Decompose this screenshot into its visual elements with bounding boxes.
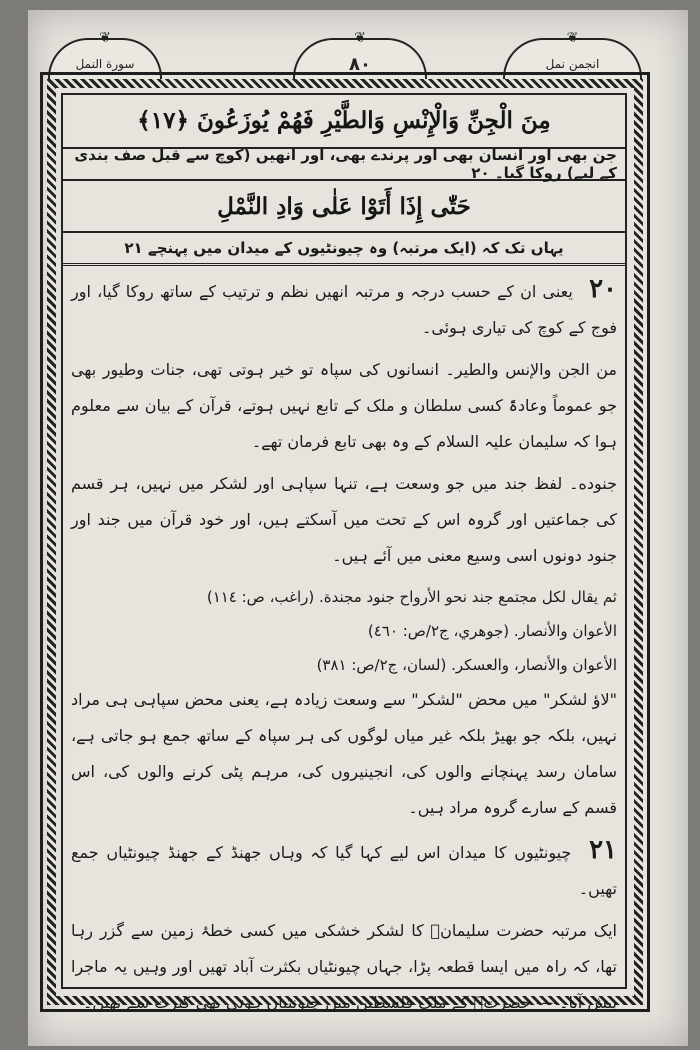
paragraph-jinn-ins: من الجن والإنس والطير۔ انسانوں کی سپاہ تو خیر ہوتی تھی، جنات وطیور بھی جو عموماً وعادۃً کسی سلطان و ملک کے تابع نہیں ہوتے، قرآن کے بیان سے معلوم ہوا کہ سلیمان علیہ السلام کے وہ بھی تابع فرمان تھے۔: [71, 360, 617, 451]
content-box: [61, 93, 627, 1012]
verse-2-translation-band: [63, 231, 625, 266]
note-21: [71, 832, 617, 907]
verse-2-arabic: حَتّٰى إِذَا أَتَوْا عَلٰى وَادِ النَّمْلِ: [217, 192, 471, 220]
note-20-number: ٢٠: [589, 274, 617, 304]
note-20-text: یعنی ان کے حسب درجہ و مرتبہ انھیں نظم و ترتیب کے ساتھ روکا گیا، اور فوج کے کوچ کی تیاری ہوئی۔: [71, 282, 617, 337]
verse-1-arabic-band: [63, 95, 625, 145]
paragraph-junood: جنوده۔ لفظ جند میں جو وسعت ہے، تنہا سپاہی اور لشکر میں نہیں، ہر قسم کی جماعتیں اور گروہ اس کے تحت میں آسکتے ہیں، اور خود قرآن میں جند اور جنود دونوں اسی وسیع معنی میں آئے ہیں۔: [71, 474, 617, 565]
book-page: [28, 10, 688, 1046]
ornament-icon: ❦: [354, 30, 366, 46]
arabic-citation-jauhari: الأعوان والأنصار. (جوهري، ج٢/ص: ٤٦٠): [367, 622, 617, 640]
note-20: [71, 271, 617, 346]
verse-1-arabic: مِنَ الْجِنِّ وَالْإِنْسِ وَالطَّيْرِ فَهُمْ يُوزَعُونَ ﴿١٧﴾: [137, 106, 551, 134]
page-number: ۸۰: [349, 53, 371, 75]
decorative-frame: [40, 72, 650, 1012]
verse-1-translation: جن بھی اور انسان بھی اور پرندے بھی، اور انھیں (کوچ سے قبل صف بندی کے لیے) روکا گیا۔ ۲۰: [74, 146, 617, 182]
paragraph-sulaiman: ایک مرتبہ حضرت سلیمانؑ کا لشکر خشکی میں کسی خطۂ زمین سے گزر رہا تھا، کہ راہ میں ایسا قطعہ پڑا، جہاں چیونٹیاں بکثرت آباد تھیں اور وہیں یہ ماجرا پیش آیا۔---- حضرتؑ کے ملک فلسطین میں چیونٹیاں ہوتی بھی کثرت سے تھیں۔: [71, 921, 617, 1012]
verse-2-translation: یہاں تک کہ (ایک مرتبہ) وہ چیونٹیوں کے میدان میں پہنچے ۲۱: [124, 239, 564, 257]
ornament-icon: ❦: [99, 30, 111, 46]
commentary: [71, 271, 617, 1027]
paragraph-lao-lashkar: "لاؤ لشکر" میں محض "لشکر" سے وسعت زیادہ ہے، یعنی محض سپاہی ہی مراد نہیں، بلکہ جو بھیڑ بلکہ غیر میاں لوگوں کی ہر سپاہ کے ساتھ جمع ہو جاتی ہے، سامان رسد پہنچانے والوں کی، انجینیروں کی، مرہم پٹی کرنے والوں کی، اس قسم کے سارے گروہ مراد ہیں۔: [71, 690, 617, 817]
arabic-citation-lisan: الأعوان والأنصار، والعسكر. (لسان، ج٢/ص: ٣٨١): [316, 656, 617, 674]
note-21-number: ٢١: [589, 835, 617, 865]
chapter-title: انجمن نمل: [545, 57, 600, 71]
verse-1-translation-band: [63, 147, 625, 181]
note-21-text: چیونٹیوں کا میدان اس لیے کہا گیا کہ وہاں جھنڈ کے جھنڈ چیونٹیاں جمع تھیں۔: [71, 843, 617, 898]
surah-name: سورة النمل: [75, 57, 135, 71]
ornament-icon: ❦: [566, 30, 579, 46]
verse-2-arabic-band: [63, 183, 625, 229]
arabic-citation-raghib: ثم يقال لكل مجتمع جند نحو الأرواح جنود مجندة. (راغب، ص: ١١٤): [206, 588, 617, 606]
